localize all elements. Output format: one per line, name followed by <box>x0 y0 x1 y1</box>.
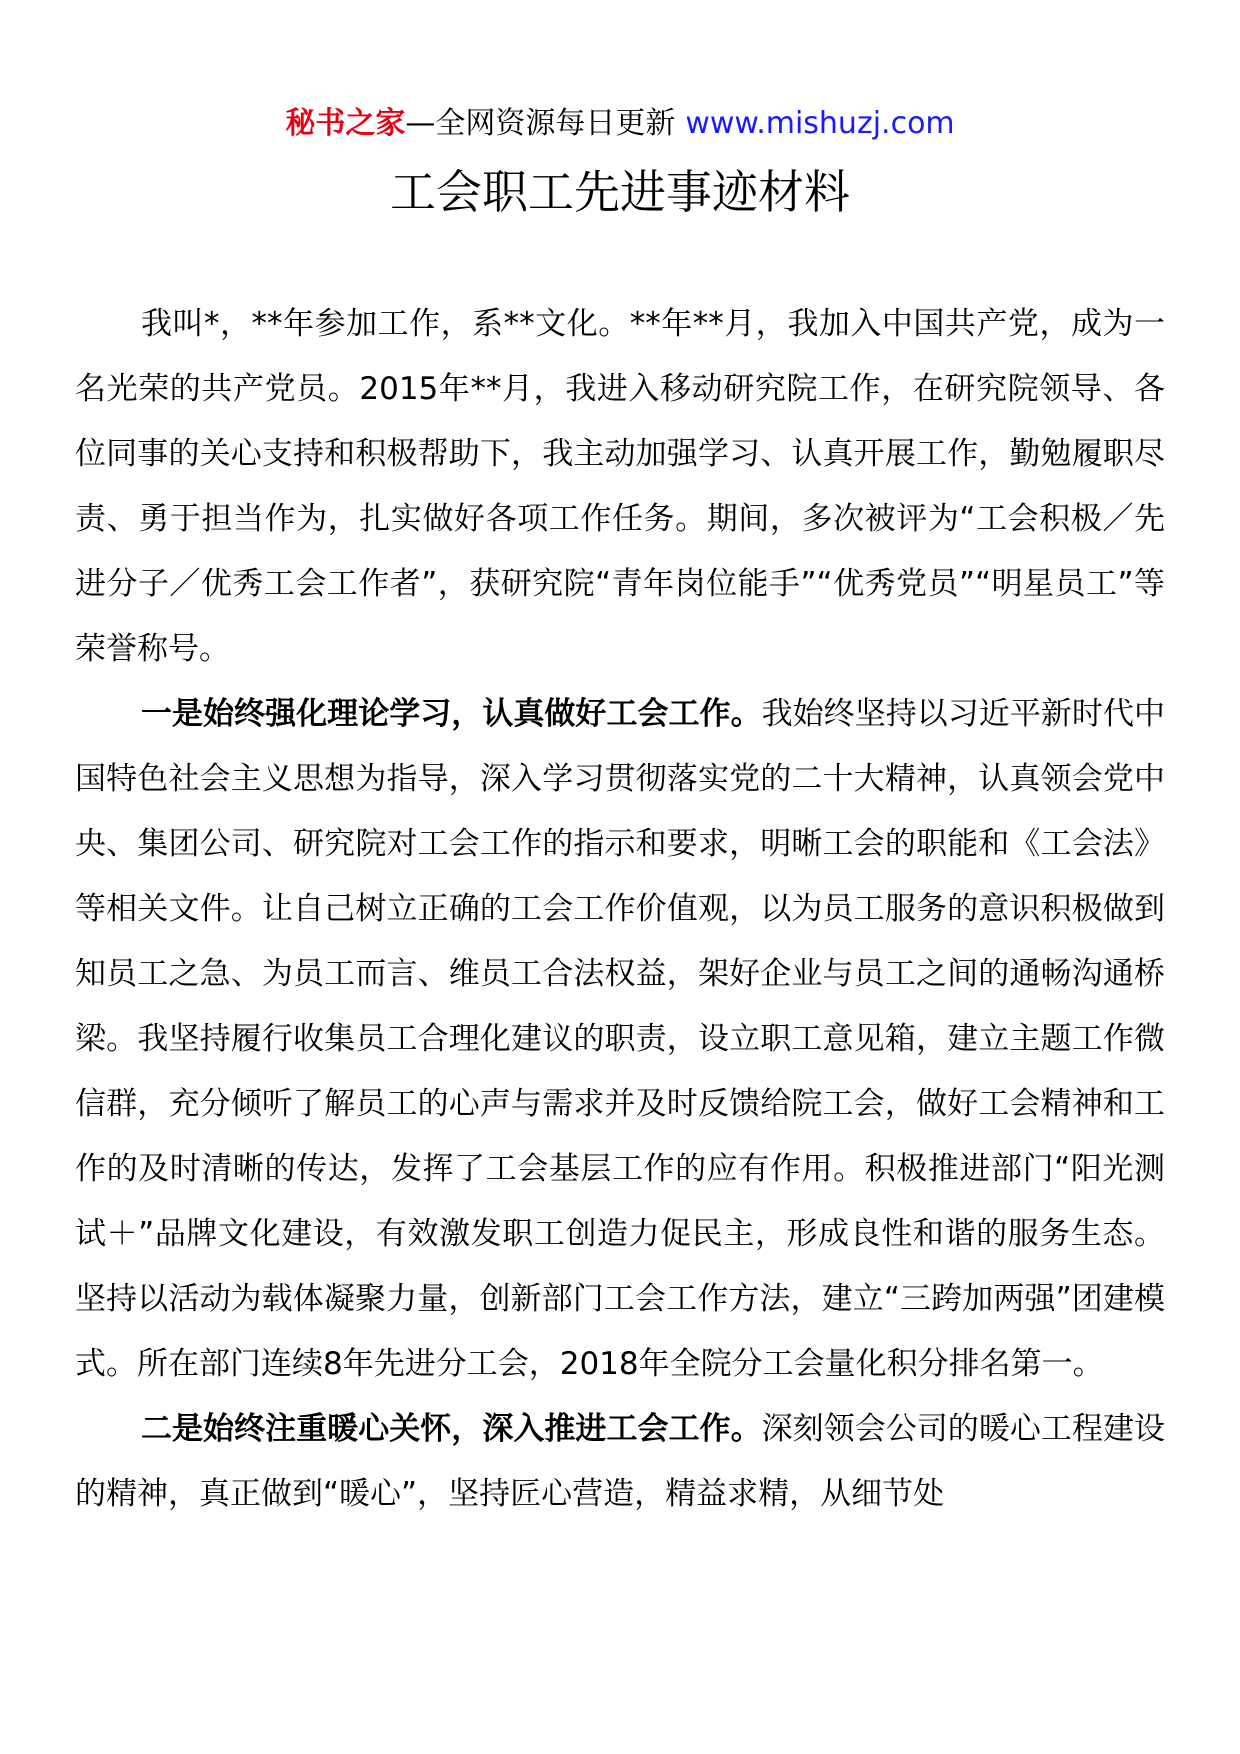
paragraph-text: 深刻领会公司的暖心工程建设的精神，真正做到“暖心”，坚持匠心营造，精益求精，从细节处 <box>75 1411 1165 1512</box>
paragraph-section-1 <box>75 682 1165 1397</box>
site-slogan: —全网资源每日更新 <box>405 106 676 141</box>
paragraph-text: 我叫*，**年参加工作，系**文化。**年**月，我加入中国共产党，成为一名光荣的共产党员。2015年**月，我进入移动研究院工作，在研究院领导、各位同事的关心支持和积极帮助下，我主动加强学习、认真开展工作，勤勉履职尽责、勇于担当作为，扎实做好各项工作任务。期间，多次被评为“工会积极／先进分子／优秀工会工作者”，获研究院“青年岗位能手”“优秀党员”“明星员工”等荣誉称号。 <box>75 306 1165 667</box>
paragraph-section-2 <box>75 1397 1165 1527</box>
document-body <box>75 292 1165 1527</box>
site-header <box>0 104 1240 144</box>
paragraph-text: 我始终坚持以习近平新时代中国特色社会主义思想为指导，深入学习贯彻落实党的二十大精神，认真领会党中央、集团公司、研究院对工会工作的指示和要求，明晰工会的职能和《工会法》等相关文件。让自己树立正确的工会工作价值观，以为员工服务的意识积极做到知员工之急、为员工而言、维员工合法权益，架好企业与员工之间的通畅沟通桥梁。我坚持履行收集员工合理化建议的职责，设立职工意见箱，建立主题工作微信群，充分倾听了解员工的心声与需求并及时反馈给院工会，做好工会精神和工作的及时清晰的传达，发挥了工会基层工作的应有作用。积极推进部门“阳光测试＋”品牌文化建设，有效激发职工创造力促民主，形成良性和谐的服务生态。坚持以活动为载体凝聚力量，创新部门工会工作方法，建立“三跨加两强”团建模式。所在部门连续8年先进分工会，2018年全院分工会量化积分排名第一。 <box>75 696 1165 1382</box>
site-url-link[interactable]: www.mishuzj.com <box>685 106 955 141</box>
paragraph-lead: 二是始终注重暖心关怀，深入推进工会工作。 <box>141 1411 762 1447</box>
site-brand: 秘书之家 <box>285 106 406 141</box>
paragraph-lead: 一是始终强化理论学习，认真做好工会工作。 <box>141 696 762 732</box>
paragraph-intro <box>75 292 1165 682</box>
document-title: 工会职工先进事迹材料 <box>390 165 850 219</box>
